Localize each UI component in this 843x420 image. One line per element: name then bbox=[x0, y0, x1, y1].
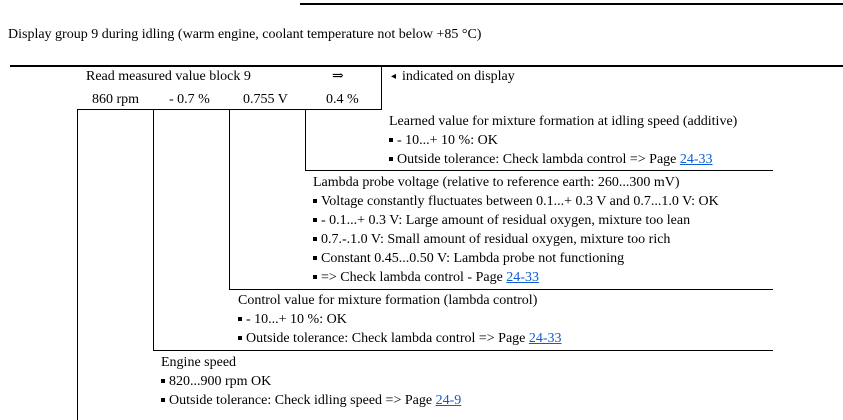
page-link[interactable]: 24-33 bbox=[679, 152, 713, 167]
indicated-marker-icon: ◂ bbox=[391, 71, 397, 82]
top-rule bbox=[300, 3, 843, 5]
list-item: - 0.1...+ 0.3 V: Large amount of residual oxygen, mixture too lean bbox=[313, 212, 690, 230]
section-title: Lambda probe voltage (relative to reference earth: 260...300 mV) bbox=[313, 175, 680, 190]
list-item: - 10...+ 10 %: OK bbox=[238, 311, 347, 329]
leader-line-2 bbox=[153, 109, 154, 350]
bullet-icon bbox=[389, 138, 393, 142]
list-item: Constant 0.45...0.50 V: Lambda probe not functioning bbox=[313, 250, 624, 268]
indicated-note: indicated on display bbox=[402, 69, 515, 84]
list-item: Outside tolerance: Check lambda control => Page 24-33 bbox=[389, 151, 713, 169]
section-rule-3 bbox=[229, 289, 773, 290]
section-title: Control value for mixture formation (lambda control) bbox=[238, 293, 538, 308]
list-item: Outside tolerance: Check idling speed => Page 24-9 bbox=[161, 392, 461, 410]
bullet-icon bbox=[313, 237, 317, 241]
value-control: - 0.7 % bbox=[169, 92, 210, 107]
value-engine-speed: 860 rpm bbox=[92, 92, 140, 107]
page-link[interactable]: 24-9 bbox=[435, 393, 462, 408]
table-top-rule bbox=[10, 65, 843, 67]
caption: Display group 9 during idling (warm engine, coolant temperature not below +85 °C) bbox=[8, 27, 482, 42]
section-title: Engine speed bbox=[161, 355, 237, 370]
list-item: 0.7.-.1.0 V: Small amount of residual oxygen, mixture too rich bbox=[313, 231, 670, 249]
leader-line-4 bbox=[305, 109, 306, 170]
bullet-icon bbox=[313, 256, 317, 260]
bullet-icon bbox=[389, 157, 393, 161]
bullet-icon bbox=[161, 379, 165, 383]
value-learned: 0.4 % bbox=[326, 92, 359, 107]
list-item: => Check lambda control - Page 24-33 bbox=[313, 269, 539, 287]
bullet-icon bbox=[313, 199, 317, 203]
page-link[interactable]: 24-33 bbox=[528, 331, 562, 346]
section-rule-4 bbox=[305, 170, 773, 171]
leader-line-3 bbox=[229, 109, 230, 289]
bullet-icon bbox=[313, 218, 317, 222]
list-item: - 10...+ 10 %: OK bbox=[389, 132, 498, 150]
bullet-icon bbox=[161, 398, 165, 402]
list-item: Voltage constantly fluctuates between 0.1...+ 0.3 V and 0.7...1.0 V: OK bbox=[313, 193, 719, 211]
value-lambda-voltage: 0.755 V bbox=[243, 92, 288, 107]
bullet-icon bbox=[238, 317, 242, 321]
list-item: Outside tolerance: Check lambda control => Page 24-33 bbox=[238, 330, 562, 348]
header-divider bbox=[381, 66, 382, 110]
list-item: 820...900 rpm OK bbox=[161, 373, 271, 391]
section-title: Learned value for mixture formation at idling speed (additive) bbox=[389, 114, 738, 129]
bullet-icon bbox=[238, 336, 242, 340]
leader-line-1 bbox=[77, 109, 78, 420]
arrow-icon: ⇒ bbox=[332, 69, 344, 84]
page-link[interactable]: 24-33 bbox=[506, 270, 539, 285]
block-label: Read measured value block 9 bbox=[86, 69, 251, 84]
section-rule-2 bbox=[153, 350, 773, 351]
bullet-icon bbox=[313, 275, 317, 279]
